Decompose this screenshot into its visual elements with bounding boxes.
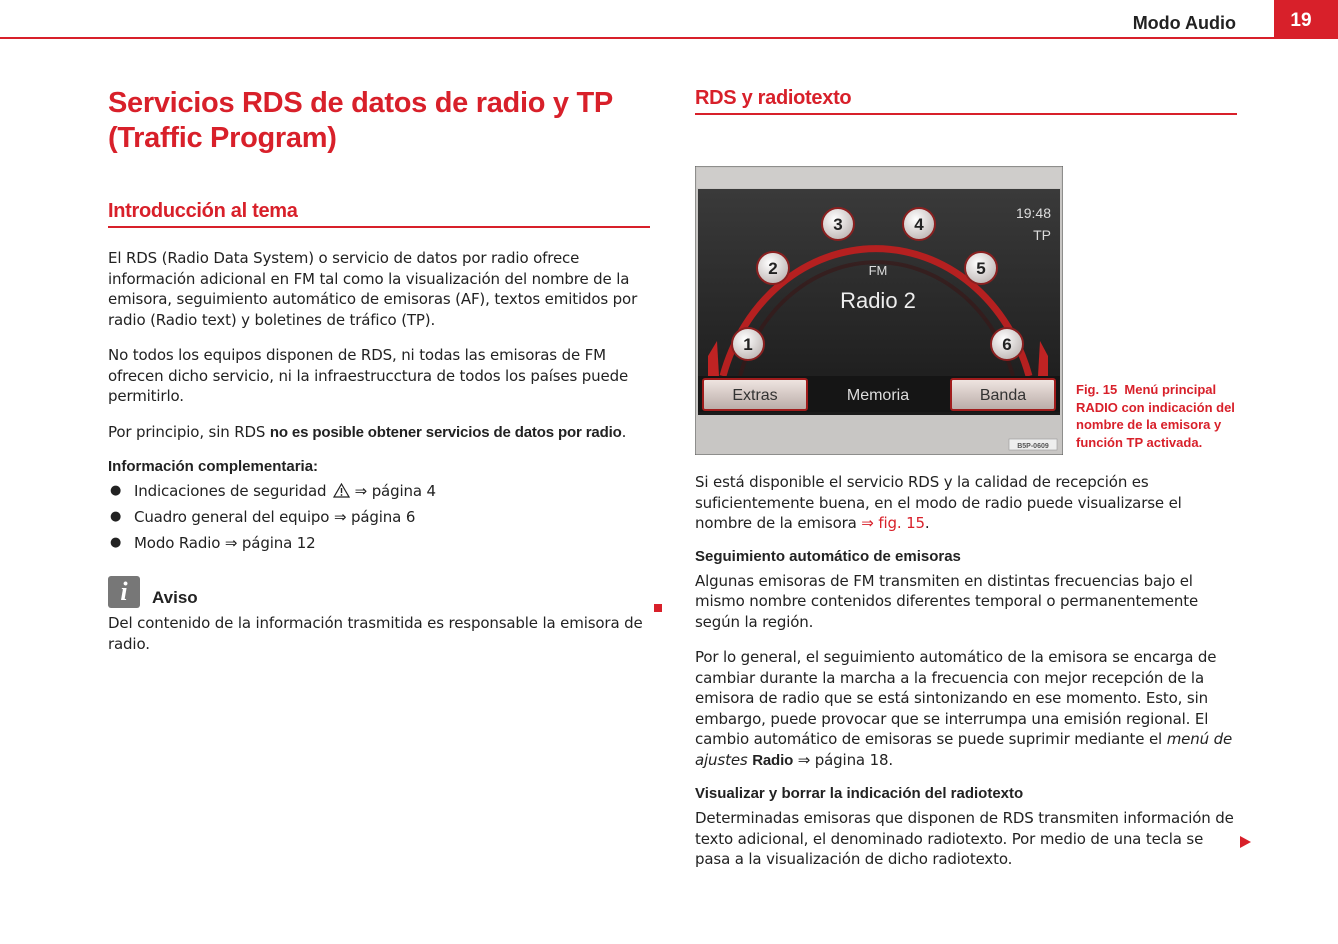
preset-2-button[interactable] [757, 252, 789, 284]
header-rule [0, 37, 1274, 39]
preset-1-button[interactable] [732, 328, 764, 360]
radiotext-paragraph: Determinadas emisoras que disponen de RDS transmiten información de texto adicional, el denominado radiotexto. Por medio de una tecla se pasa a la visualización de dicho radiotexto. [695, 809, 1234, 868]
page-title: Servicios RDS de datos de radio y TP (Traffic Program) [108, 87, 613, 154]
figure-reference-link[interactable]: ⇒ fig. 15 [861, 514, 925, 532]
list-item: ● Modo Radio ⇒ página 12 [110, 534, 316, 552]
page-number: 19 [1274, 0, 1338, 39]
bullet-icon: ● [110, 509, 122, 524]
banda-button[interactable] [951, 379, 1055, 410]
page-link[interactable]: ⇒ página 6 [333, 508, 416, 526]
preset-5-label: 5 [976, 259, 986, 278]
station-name: Radio 2 [840, 288, 916, 313]
radio-key-term: Radio [752, 751, 794, 769]
list-item: ● Indicaciones de seguridad ⇒ página 4 [110, 482, 436, 500]
right-column [695, 86, 1237, 870]
no-rds-emphasis: no es posible obtener servicios de datos por radio [269, 423, 622, 441]
preset-3-label: 3 [833, 215, 843, 234]
page-link[interactable]: ⇒ página 18. [797, 750, 893, 769]
info-heading: Información complementaria: [108, 458, 319, 475]
aviso-header [108, 576, 650, 608]
running-header: Modo Audio [1132, 13, 1236, 33]
extras-button-label: Extras [732, 387, 778, 404]
radio-screen-figure [695, 166, 1063, 455]
figure-caption: Fig. 15 Menú principal RADIO con indicación del nombre de la emisora y función TP activada. [1076, 382, 1235, 450]
left-column [108, 86, 650, 654]
banda-button-label: Banda [979, 387, 1027, 404]
bullet-icon: ● [110, 535, 122, 550]
continue-arrow-icon [1240, 836, 1251, 848]
auto-tracking-paragraph-1: Algunas emisoras de FM transmiten en distintas frecuencias bajo el mismo nombre contenidos diferentes temporal o permanentemente según la región. [695, 571, 1199, 631]
preset-6-button[interactable] [991, 328, 1023, 360]
rds-intro-paragraph: Si está disponible el servicio RDS y la calidad de recepción es suficientemente buena, en el modo de radio puede visualizarse el nombre de la emisora ⇒ fig. 15. [695, 473, 1182, 532]
preset-3-button[interactable] [822, 208, 854, 240]
clock: 19:48 [1015, 205, 1051, 221]
no-rds-paragraph: Por principio, sin RDS no es posible obtener servicios de datos por radio. [108, 422, 627, 441]
subhead-auto-tracking: Seguimiento automático de emisoras [695, 547, 961, 565]
info-list [108, 481, 650, 554]
auto-tracking-paragraph-2: Por lo general, el seguimiento automático de la emisora se encarga de cambiar durante la marcha a la frecuencia con mejor recepción de la emisora de radio que se está sintonizando en ese momento. Esto, sin embargo, puede provocar que se interrumpa una emisión regional. El cambio automático de emisoras se puede suprimir mediante el menú de ajustes Radio ⇒ página 18. [695, 648, 1233, 769]
preset-6-label: 6 [1002, 335, 1012, 354]
subhead-radiotext: Visualizar y borrar la indicación del radiotexto [695, 785, 1024, 802]
section-title-rds: RDS y radiotexto [695, 86, 1237, 115]
settings-menu-term: menú de ajustes [695, 730, 1233, 769]
page-link[interactable]: ⇒ página 12 [224, 534, 316, 552]
figure-15 [695, 115, 1237, 450]
intro-paragraph: El RDS (Radio Data System) o servicio de datos por radio ofrece información adicional en FM tal como la visualización del nombre de la emisora, seguimiento automático de emisoras (AF), textos emitidos por radio (Radio text) y boletines de tráfico (TP). [108, 249, 638, 329]
aviso-label: Aviso [152, 588, 198, 607]
aviso-text: Del contenido de la información trasmitida es responsable la emisora de radio. [108, 614, 643, 653]
memoria-button[interactable]: Memoria [846, 387, 910, 404]
extras-button[interactable] [703, 379, 807, 410]
bullet-icon: ● [110, 483, 122, 498]
tp-indicator: TP [1033, 227, 1051, 243]
page-link[interactable]: ⇒ página 4 [354, 482, 436, 500]
preset-2-label: 2 [768, 259, 778, 278]
warning-triangle-icon [333, 483, 350, 498]
band-indicator: FM [868, 263, 888, 278]
info-icon: i [108, 576, 140, 608]
end-of-section-icon [654, 604, 662, 612]
preset-1-label: 1 [743, 335, 753, 354]
figure-code: B5P-0609 [1017, 443, 1049, 450]
list-item: ● Cuadro general del equipo ⇒ página 6 [110, 508, 416, 526]
preset-4-button[interactable] [903, 208, 935, 240]
rds-availability-paragraph: No todos los equipos disponen de RDS, ni todas las emisoras de FM ofrecen dicho servicio, ni la infraestrucctura de todos los países puede permitirlo. [108, 346, 629, 405]
preset-5-button[interactable] [965, 252, 997, 284]
preset-4-label: 4 [914, 215, 924, 234]
section-title-intro: Introducción al tema [108, 199, 650, 228]
